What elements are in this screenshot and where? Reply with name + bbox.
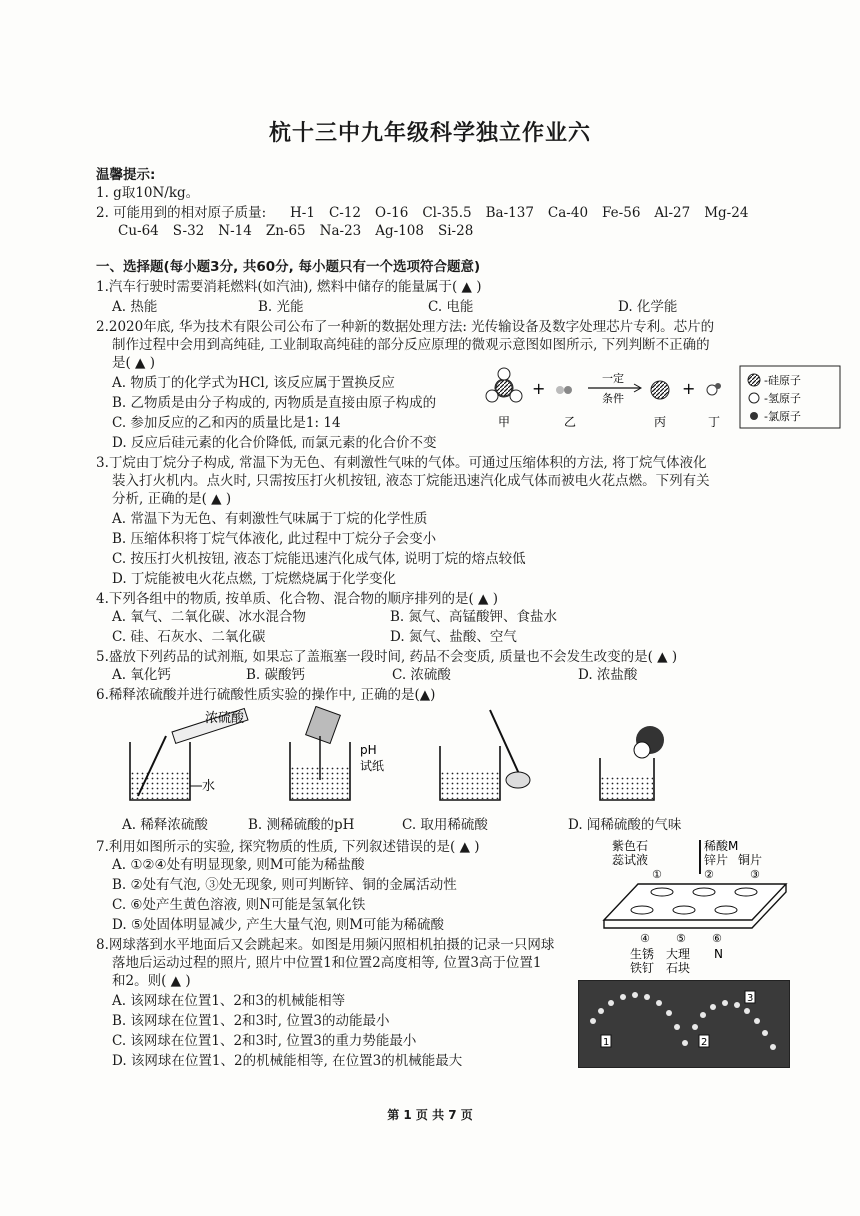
label-ding: 丁: [708, 415, 721, 429]
q3-stem-line3: 分析, 正确的是( ▲ ): [112, 491, 232, 507]
atomic-masses-row-1: [290, 204, 762, 222]
plus-sign: +: [532, 379, 546, 398]
tip-1: 1. g取10N/kg。: [96, 185, 200, 201]
atomic-mass-item: Fe-56: [602, 205, 641, 221]
q5-option-c: C. 浓硫酸: [392, 667, 451, 683]
atomic-mass-item: Si-28: [437, 223, 474, 239]
q4-option-c: C. 硅、石灰水、二氧化碳: [112, 629, 266, 645]
q6-stem: 6.稀释浓硫酸并进行硫酸性质实验的操作中, 正确的是(▲): [96, 687, 436, 703]
label-n4: ④: [640, 932, 650, 945]
legend-h-icon: [749, 393, 759, 403]
atomic-mass-item: Mg-24: [704, 205, 749, 221]
label-n1: ①: [652, 868, 662, 881]
label-ph: pH: [360, 743, 377, 757]
q1-option-a: A. 热能: [112, 299, 158, 315]
q3-option-d: D. 丁烷能被电火花点燃, 丁烷燃烧属于化学变化: [112, 571, 397, 587]
q7-option-a: A. ①②④处有明显现象, 则M可能为稀盐酸: [112, 857, 365, 873]
q3-option-a: A. 常温下为无色、有刺激性气味属于丁烷的化学性质: [112, 511, 428, 527]
q4-option-a: A. 氧气、二氧化碳、冰水混合物: [112, 609, 306, 625]
label-n2: ②: [704, 868, 714, 881]
atomic-mass-item: O-16: [375, 205, 409, 221]
label-litmus-1: 紫色石: [612, 839, 649, 853]
photo-label-1: 1: [603, 1037, 610, 1048]
section-heading: 一、选择题(每小题3分, 共60分, 每小题只有一个选项符合题意): [96, 259, 481, 275]
atomic-mass-item: N-14: [218, 223, 252, 239]
q8-option-a: A. 该网球在位置1、2和3的机械能相等: [112, 993, 346, 1009]
q8-stem-line1: 8.网球落到水平地面后又会跳起来。如图是用频闪照相机拍摄的记录一只网球: [96, 937, 555, 953]
q6-option-c: C. 取用稀硫酸: [402, 817, 488, 833]
q2-option-d: D. 反应后硅元素的化合价降低, 而氯元素的化合价不变: [112, 435, 437, 451]
q8-option-d: D. 该网球在位置1、2的机械能相等, 在位置3的机械能最大: [112, 1053, 463, 1069]
atomic-mass-item: Na-23: [319, 223, 362, 239]
q6-option-a: A. 稀释浓硫酸: [122, 817, 208, 833]
label-n3: ③: [750, 868, 760, 881]
label-yi: 乙: [564, 415, 577, 429]
condition-top: 一定: [602, 372, 624, 385]
label-jia: 甲: [498, 415, 511, 429]
molecule-ding: [707, 383, 721, 395]
q3-option-c: C. 按压打火机按钮, 液态丁烷能迅速汽化成气体, 说明丁烷的熔点较低: [112, 551, 526, 567]
q7-spot-plate-figure: [600, 836, 790, 976]
label-litmus-2: 蕊试液: [612, 853, 649, 867]
legend-h: -氢原子: [764, 392, 801, 405]
label-copper: 铜片: [738, 853, 763, 867]
plus-sign-2: +: [682, 379, 696, 398]
atomic-mass-item: Ag-108: [375, 223, 424, 239]
q8-option-c: C. 该网球在位置1、2和3时, 位置3的重力势能最小: [112, 1033, 417, 1049]
q4-option-d: D. 氮气、盐酸、空气: [390, 629, 517, 645]
condition-bottom: 条件: [602, 392, 624, 405]
atomic-mass-item: Cl-35.5: [422, 205, 472, 221]
label-n: N: [714, 947, 723, 961]
q1-option-b: B. 光能: [258, 299, 304, 315]
molecule-jia: [486, 368, 522, 402]
atomic-mass-item: Ba-137: [485, 205, 534, 221]
figure-d-smell: [600, 726, 664, 800]
label-bing: 丙: [654, 415, 667, 429]
q2-stem-line1: 2.2020年底, 华为技术有限公司公布了一种新的数据处理方法: 光传输设备及数字处理芯片专利。芯片的: [96, 319, 715, 335]
q5-option-b: B. 碳酸钙: [246, 667, 306, 683]
atomic-mass-item: C-12: [328, 205, 362, 221]
q4-stem: 4.下列各组中的物质, 按单质、化合物、混合物的顺序排列的是( ▲ ): [96, 591, 498, 607]
q2-reaction-diagram: [484, 364, 844, 460]
q1-stem: 1.汽车行驶时需要消耗燃料(如汽油), 燃料中储存的能量属于( ▲ ): [96, 279, 482, 295]
label-ph-paper: 试纸: [360, 759, 385, 773]
photo-label-2: 2: [701, 1037, 708, 1048]
label-zinc: 锌片: [704, 853, 729, 867]
photo-label-3: 3: [747, 993, 754, 1004]
legend-cl: -氯原子: [764, 410, 801, 423]
label-marble-2: 石块: [666, 961, 691, 975]
q2-option-c: C. 参加反应的乙和丙的质量比是1: 14: [112, 415, 341, 431]
molecule-yi: [556, 386, 572, 394]
label-n5: ⑤: [676, 932, 686, 945]
q3-option-b: B. 压缩体积将丁烷气体液化, 此过程中丁烷分子会变小: [112, 531, 437, 547]
label-acid-m: 稀酸M: [704, 839, 739, 853]
label-n6: ⑥: [712, 932, 722, 945]
q7-option-b: B. ②处有气泡, ③处无现象, 则可判断锌、铜的金属活动性: [112, 877, 457, 893]
figure-b-ph-test: [290, 706, 384, 800]
q3-stem-line2: 装入打火机内。点火时, 只需按压打火机按钮, 液态丁烷能迅速汽化成气体而被电火花点燃。下列有关: [112, 473, 710, 489]
q5-option-d: D. 浓盐酸: [578, 667, 638, 683]
q8-stem-line2: 落地后运动过程的照片, 照片中位置1和位置2高度相等, 位置3高于位置1: [112, 955, 542, 971]
atomic-masses-row-2: [118, 222, 487, 240]
page-title: 杭十三中九年级科学独立作业六: [268, 121, 591, 146]
q2-option-b: B. 乙物质是由分子构成的, 丙物质是直接由原子构成的: [112, 395, 437, 411]
q7-stem: 7.利用如图所示的实验, 探究物质的性质, 下列叙述错误的是( ▲ ): [96, 839, 480, 855]
atomic-mass-item: H-1: [290, 205, 315, 221]
page-footer: 第 1 页 共 7 页: [387, 1108, 473, 1122]
label-conc-acid: 浓硫酸: [205, 711, 245, 726]
q8-strobe-photo: [578, 980, 790, 1068]
q6-option-b: B. 测稀硫酸的pH: [248, 817, 355, 833]
molecule-bing: [651, 381, 669, 399]
atomic-mass-item: Ca-40: [547, 205, 589, 221]
atomic-mass-item: Zn-65: [265, 223, 306, 239]
q6-option-d: D. 闻稀硫酸的气味: [568, 817, 682, 833]
q5-option-a: A. 氧化钙: [112, 667, 171, 683]
atomic-mass-item: S-32: [172, 223, 205, 239]
figure-c-dropper: [440, 710, 530, 800]
q2-option-a: A. 物质丁的化学式为HCl, 该反应属于置换反应: [112, 375, 395, 391]
figure-a-dilution: [130, 709, 248, 800]
legend-si: -硅原子: [764, 374, 801, 387]
q1-option-c: C. 电能: [428, 299, 474, 315]
tip-2-label: 2. 可能用到的相对原子质量:: [96, 205, 267, 221]
atomic-mass-item: Cu-64: [118, 223, 159, 239]
label-marble-1: 大理: [666, 947, 691, 961]
q3-stem-line1: 3.丁烷由丁烷分子构成, 常温下为无色、有刺激性气味的气体。可通过压缩体积的方法, 将丁烷气体液化: [96, 455, 707, 471]
label-rust-1: 生锈: [630, 947, 655, 961]
q4-option-b: B. 氮气、高锰酸钾、食盐水: [390, 609, 558, 625]
q2-stem-line3: 是( ▲ ): [112, 355, 155, 371]
label-rust-2: 铁钉: [630, 961, 655, 975]
q8-option-b: B. 该网球在位置1、2和3时, 位置3的动能最小: [112, 1013, 390, 1029]
q2-stem-line2: 制作过程中会用到高纯硅, 工业制取高纯硅的部分反应原理的微观示意图如图所示, 下列判断不正确的: [112, 337, 710, 353]
q1-option-d: D. 化学能: [618, 299, 678, 315]
q7-option-c: C. ⑥处产生黄色溶液, 则N可能是氢氧化铁: [112, 897, 366, 913]
q6-figures: [110, 706, 810, 810]
legend-cl-icon: [750, 412, 758, 420]
q7-option-d: D. ⑤处固体明显减少, 产生大量气泡, 则M可能为稀硫酸: [112, 917, 445, 933]
label-water: 水: [202, 779, 216, 794]
tips-heading: 温馨提示:: [96, 167, 156, 183]
atomic-mass-item: Al-27: [654, 205, 691, 221]
q5-stem: 5.盛放下列药品的试剂瓶, 如果忘了盖瓶塞一段时间, 药品不会变质, 质量也不会发生改变的是( ▲ ): [96, 649, 678, 665]
q8-stem-line3: 和2。则( ▲ ): [112, 973, 191, 989]
legend: [740, 366, 840, 428]
legend-si-icon: [748, 374, 760, 386]
